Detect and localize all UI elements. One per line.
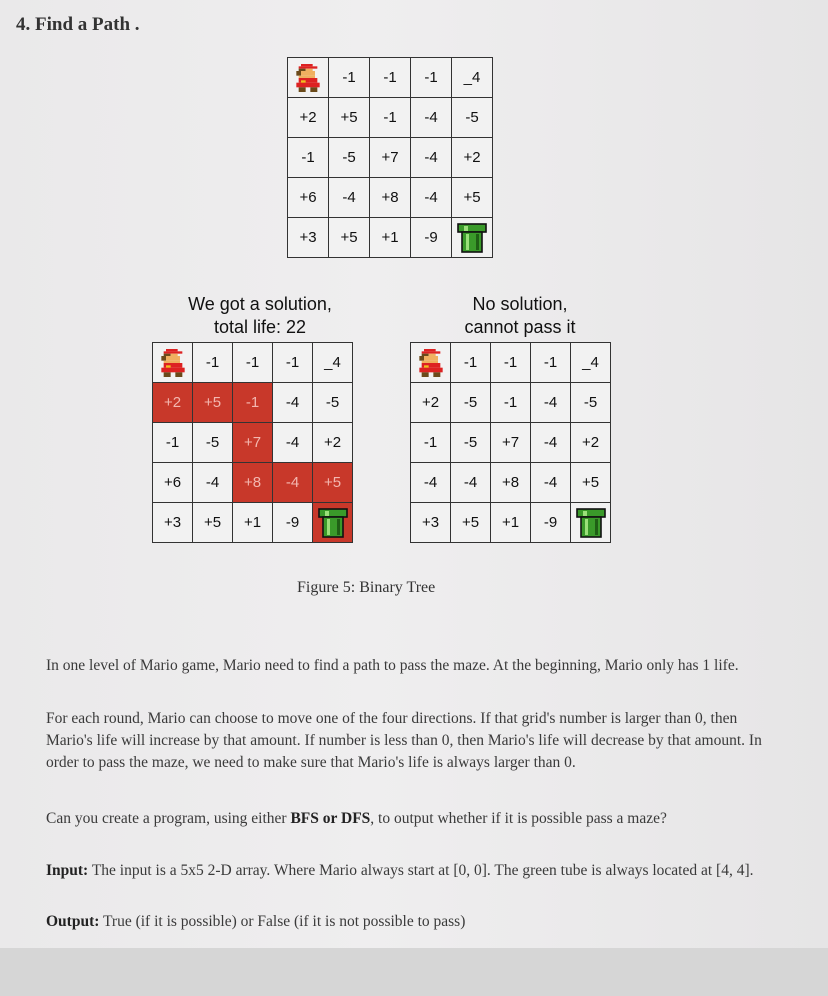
mario-cell bbox=[288, 58, 329, 98]
grid-cell: +3 bbox=[153, 503, 193, 543]
grid-cell: +2 bbox=[288, 98, 329, 138]
grid-cell: +8 bbox=[491, 463, 531, 503]
pipe-cell bbox=[571, 503, 611, 543]
grid-row bbox=[411, 343, 611, 383]
grid-cell: -1 bbox=[193, 343, 233, 383]
grid-cell: +2 bbox=[571, 423, 611, 463]
grid-row bbox=[288, 178, 493, 218]
grid-cell: +7 bbox=[491, 423, 531, 463]
grid-cell: -4 bbox=[273, 423, 313, 463]
question-paragraph bbox=[46, 808, 771, 830]
grid-row bbox=[153, 463, 353, 503]
question-text-c: , to output whether if it is possible pass a maze? bbox=[370, 810, 667, 827]
grid-cell: +5 bbox=[451, 503, 491, 543]
grid-row bbox=[411, 503, 611, 543]
mario-icon bbox=[159, 349, 187, 377]
solution-caption-line-1: We got a solution, bbox=[188, 294, 332, 314]
output-text: True (if it is possible) or False (if it is not possible to pass) bbox=[99, 913, 466, 930]
grid-cell: -5 bbox=[452, 98, 493, 138]
grid-cell: -4 bbox=[411, 98, 452, 138]
grid-cell: +5 bbox=[329, 218, 370, 258]
grid-cell: -1 bbox=[531, 343, 571, 383]
grid-cell: -4 bbox=[411, 178, 452, 218]
no-solution-caption-line-1: No solution, bbox=[472, 294, 568, 314]
grid-cell: -4 bbox=[531, 463, 571, 503]
output-paragraph bbox=[46, 911, 771, 933]
grid-cell: +5 bbox=[329, 98, 370, 138]
no-solution-caption-line-2: cannot pass it bbox=[464, 317, 576, 337]
no-solution-caption bbox=[430, 293, 610, 339]
grid-row bbox=[288, 98, 493, 138]
maze-grid-top bbox=[287, 57, 493, 258]
grid-cell: -1 bbox=[411, 58, 452, 98]
grid-cell: -9 bbox=[273, 503, 313, 543]
grid-cell: -1 bbox=[288, 138, 329, 178]
grid-cell: +1 bbox=[491, 503, 531, 543]
grid-cell: -5 bbox=[571, 383, 611, 423]
input-text: The input is a 5x5 2-D array. Where Mario always start at [0, 0]. The green tube is always located at [4, 4]. bbox=[88, 862, 754, 879]
maze-grid-no-solution bbox=[410, 342, 611, 543]
grid-cell: +3 bbox=[288, 218, 329, 258]
grid-cell: -4 bbox=[411, 138, 452, 178]
grid-cell: -4 bbox=[531, 383, 571, 423]
pipe-cell bbox=[313, 503, 353, 543]
intro-paragraph: In one level of Mario game, Mario need to find a path to pass the maze. At the beginning, Mario only has 1 life. bbox=[46, 657, 739, 674]
grid-cell: +5 bbox=[571, 463, 611, 503]
grid-cell: -5 bbox=[193, 423, 233, 463]
grid-cell: -1 bbox=[451, 343, 491, 383]
grid-row bbox=[411, 463, 611, 503]
grid-row bbox=[288, 58, 493, 98]
mario-icon bbox=[417, 349, 445, 377]
grid-cell: -4 bbox=[273, 463, 313, 503]
grid-cell: +7 bbox=[370, 138, 411, 178]
mario-icon bbox=[294, 64, 322, 92]
grid-cell: +2 bbox=[313, 423, 353, 463]
grid-cell: -5 bbox=[451, 383, 491, 423]
grid-cell: -1 bbox=[370, 58, 411, 98]
grid-cell: +2 bbox=[411, 383, 451, 423]
grid-cell: _4 bbox=[313, 343, 353, 383]
grid-cell: -9 bbox=[411, 218, 452, 258]
mario-cell bbox=[153, 343, 193, 383]
grid-cell: +5 bbox=[452, 178, 493, 218]
grid-cell: -1 bbox=[233, 383, 273, 423]
grid-cell: +2 bbox=[153, 383, 193, 423]
grid-cell: +8 bbox=[233, 463, 273, 503]
green-pipe-icon bbox=[456, 222, 488, 254]
question-text-a: Can you create a program, using either bbox=[46, 810, 291, 827]
grid-row bbox=[288, 138, 493, 178]
solution-caption bbox=[160, 293, 360, 339]
section-heading: 4. Find a Path . bbox=[16, 14, 140, 35]
grid-cell: -1 bbox=[273, 343, 313, 383]
grid-cell: +1 bbox=[233, 503, 273, 543]
grid-cell: -4 bbox=[273, 383, 313, 423]
grid-cell: -4 bbox=[451, 463, 491, 503]
grid-row bbox=[153, 503, 353, 543]
grid-row bbox=[411, 423, 611, 463]
grid-cell: +8 bbox=[370, 178, 411, 218]
grid-cell: +5 bbox=[193, 383, 233, 423]
grid-cell: -1 bbox=[370, 98, 411, 138]
grid-cell: -1 bbox=[233, 343, 273, 383]
grid-cell: _4 bbox=[452, 58, 493, 98]
green-pipe-icon bbox=[575, 507, 607, 539]
grid-row bbox=[153, 383, 353, 423]
grid-cell: -1 bbox=[491, 383, 531, 423]
input-paragraph bbox=[46, 860, 771, 882]
grid-row bbox=[288, 218, 493, 258]
grid-cell: +6 bbox=[288, 178, 329, 218]
grid-cell: _4 bbox=[571, 343, 611, 383]
photo-bottom-band bbox=[0, 948, 828, 996]
question-bold: BFS or DFS bbox=[290, 810, 371, 827]
grid-cell: +5 bbox=[193, 503, 233, 543]
grid-row bbox=[411, 383, 611, 423]
solution-caption-line-2: total life: 22 bbox=[213, 317, 307, 337]
input-label: Input: bbox=[46, 862, 89, 879]
grid-cell: +1 bbox=[370, 218, 411, 258]
grid-cell: -4 bbox=[329, 178, 370, 218]
grid-cell: -1 bbox=[329, 58, 370, 98]
grid-cell: +7 bbox=[233, 423, 273, 463]
grid-cell: +5 bbox=[313, 463, 353, 503]
figure-caption: Figure 5: Binary Tree bbox=[297, 579, 436, 596]
pipe-cell bbox=[452, 218, 493, 258]
maze-grid-solution bbox=[152, 342, 353, 543]
grid-cell: -5 bbox=[313, 383, 353, 423]
grid-cell: +6 bbox=[153, 463, 193, 503]
grid-cell: -4 bbox=[531, 423, 571, 463]
grid-cell: +3 bbox=[411, 503, 451, 543]
grid-row bbox=[153, 343, 353, 383]
grid-cell: -5 bbox=[329, 138, 370, 178]
grid-cell: -1 bbox=[153, 423, 193, 463]
grid-cell: -1 bbox=[411, 423, 451, 463]
grid-row bbox=[153, 423, 353, 463]
grid-cell: -4 bbox=[193, 463, 233, 503]
grid-cell: -4 bbox=[411, 463, 451, 503]
grid-cell: -5 bbox=[451, 423, 491, 463]
grid-cell: +2 bbox=[452, 138, 493, 178]
rules-paragraph: For each round, Mario can choose to move one of the four directions. If that grid's number is larger than 0, then Mario's life will increase by that amount. If number is less than 0, then Mario's life will decrease by that amount. In order to pass the maze, we need to make sure that Mario's life is always larger than 0. bbox=[46, 710, 762, 771]
output-label: Output: bbox=[46, 913, 100, 930]
grid-cell: -1 bbox=[491, 343, 531, 383]
mario-cell bbox=[411, 343, 451, 383]
green-pipe-icon bbox=[317, 507, 349, 539]
grid-cell: -9 bbox=[531, 503, 571, 543]
